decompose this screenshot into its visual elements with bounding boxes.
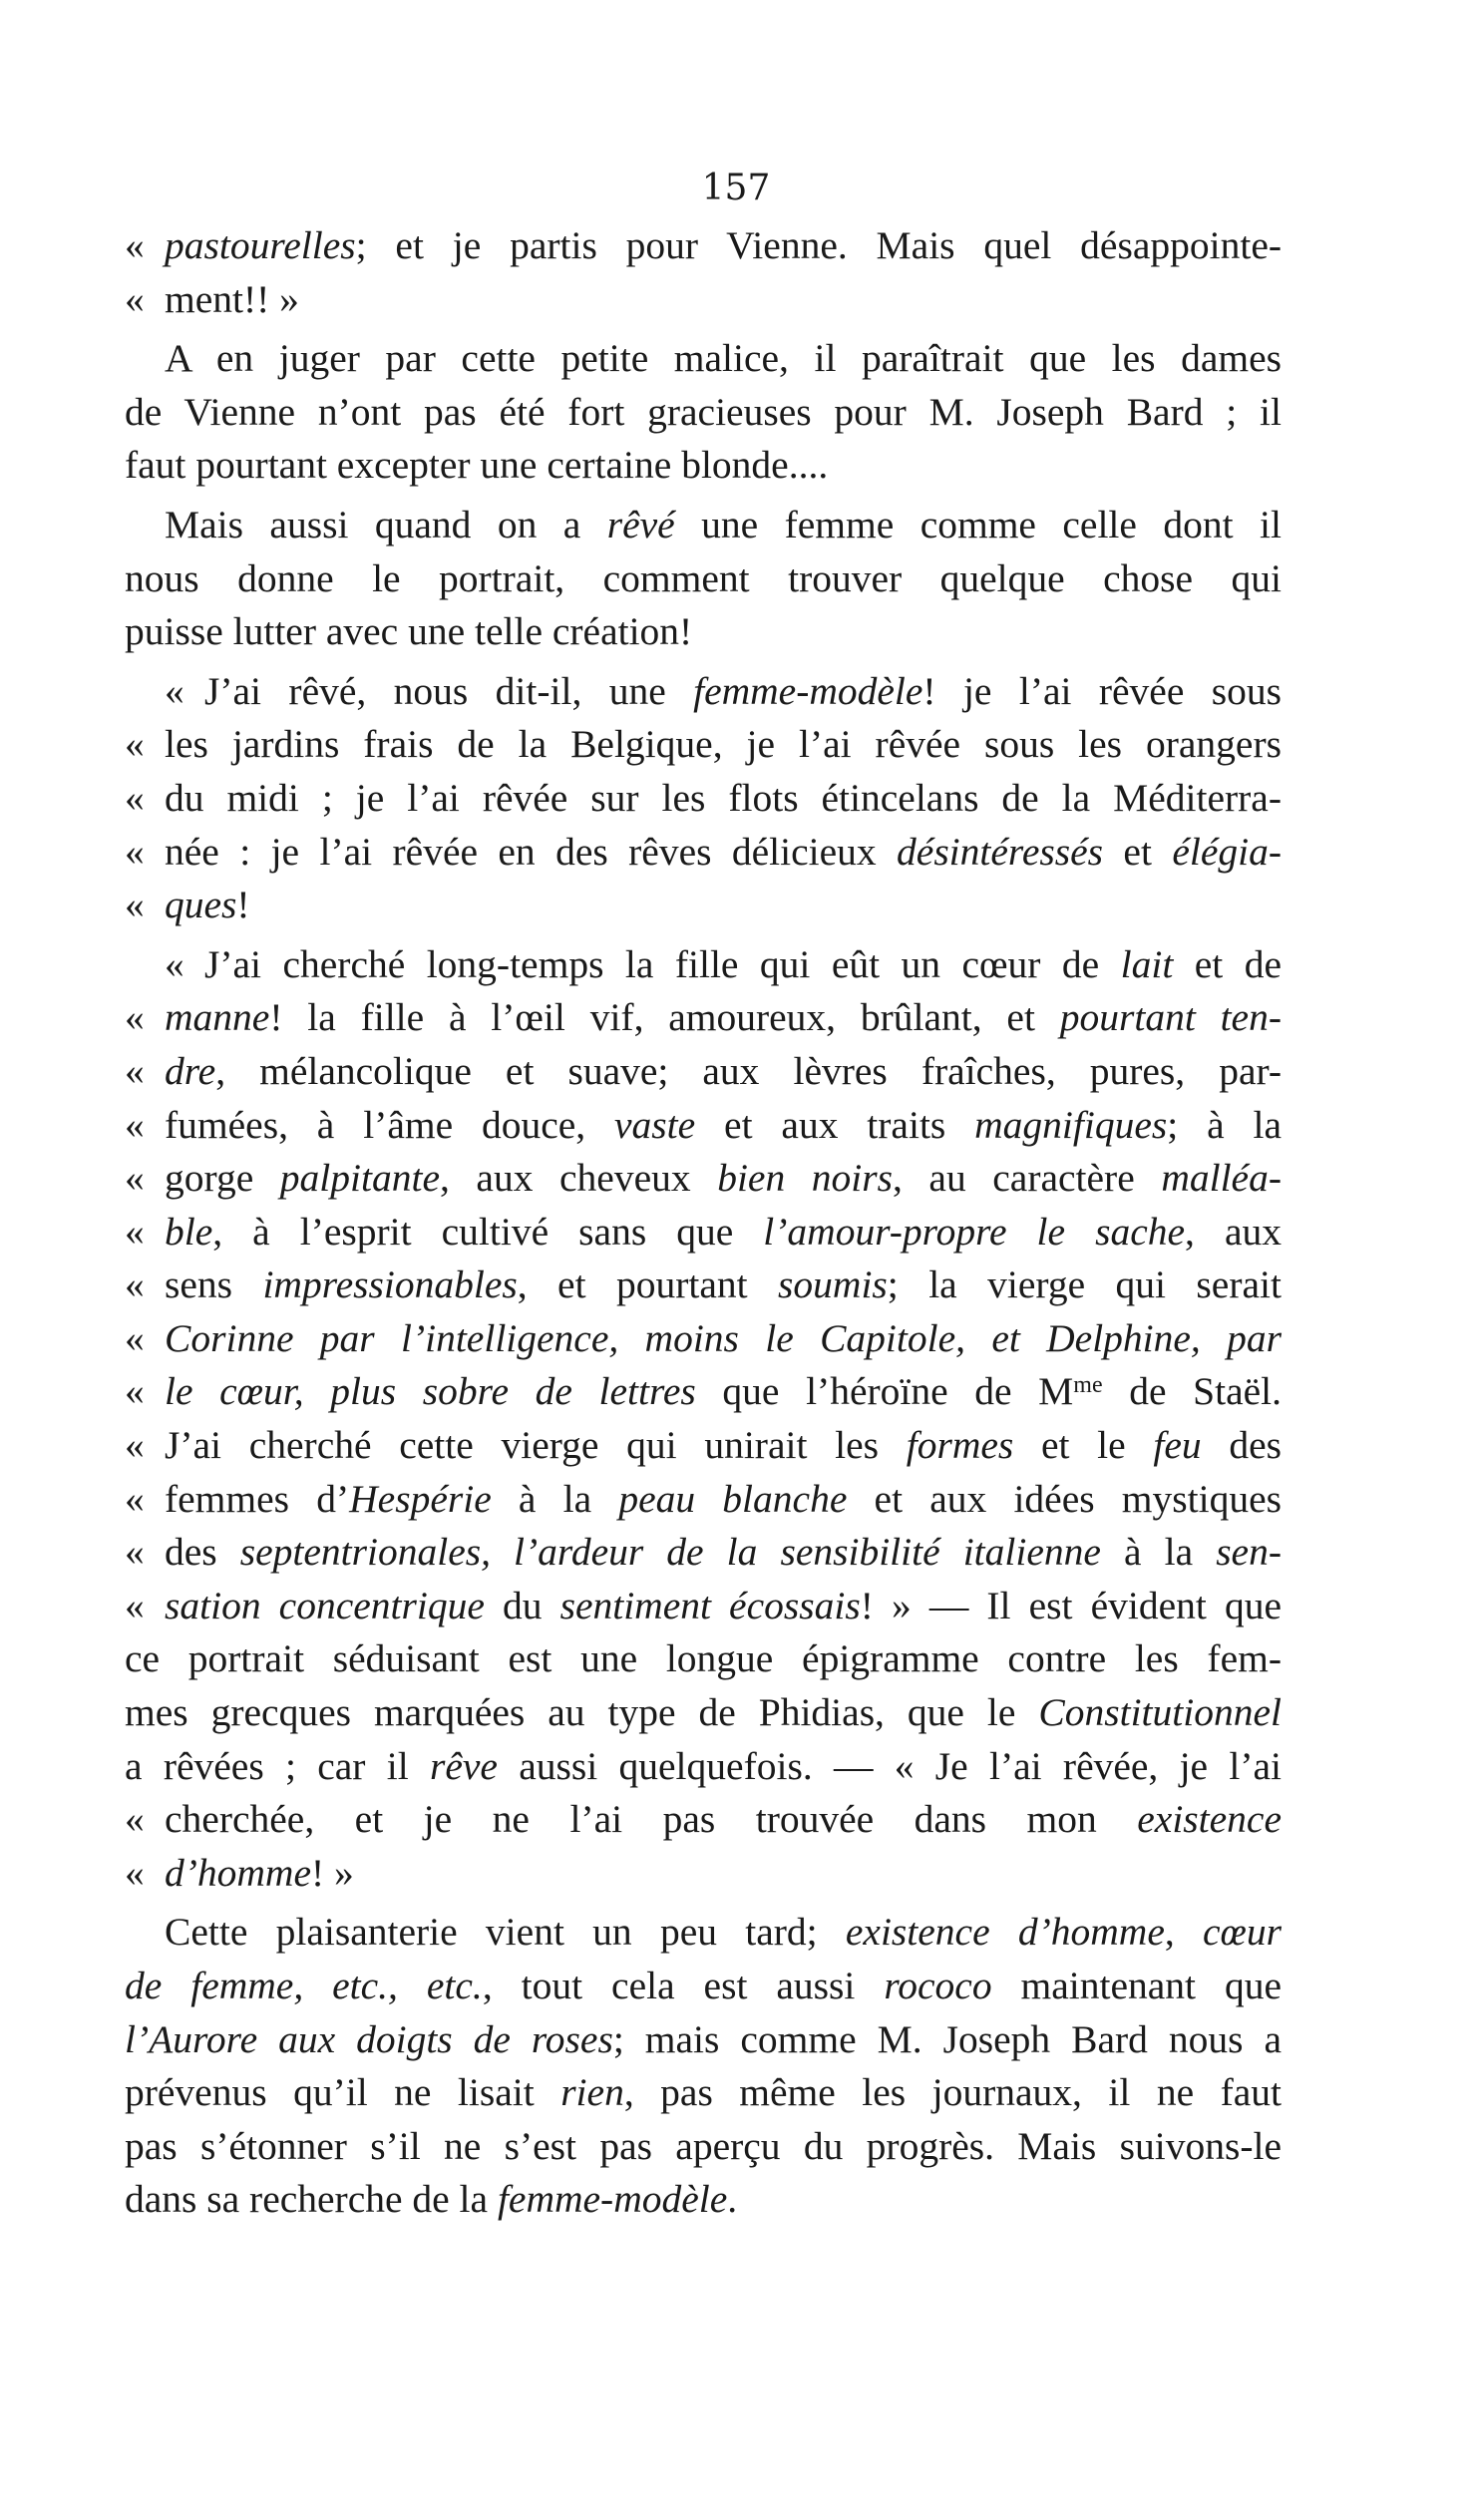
text-segment: , aux cheveux (439, 1156, 718, 1201)
text-line (125, 1740, 1282, 1794)
quote-mark: « (165, 941, 184, 986)
text-segment: que l’héroïne de M (695, 1369, 1074, 1414)
quote-mark: « (125, 1476, 145, 1521)
italic-text: peau blanche (618, 1476, 848, 1521)
text-segment: dans sa recherche de la (125, 2177, 498, 2222)
text-segment: ; à la (1167, 1102, 1282, 1147)
text-line (125, 1793, 1282, 1847)
text-segment: , pas même les journaux, il ne faut (623, 2070, 1282, 2115)
quote-mark: « (125, 775, 145, 820)
italic-text: dre (165, 1048, 216, 1093)
text-line (125, 1099, 1282, 1153)
italic-text: impressionables (262, 1262, 518, 1307)
text-segment: ce portrait séduisant est une longue épigramme contre les fem- (125, 1636, 1282, 1681)
text-line (125, 273, 1282, 327)
italic-text: magnifiques (974, 1102, 1168, 1147)
text-segment: , tout cela est aussi (482, 1964, 885, 2007)
text-line (125, 2013, 1282, 2067)
quote-mark: « (125, 829, 145, 874)
text-segment: aussi quelquefois. — « Je l’ai rêvée, je l’ai (497, 1743, 1283, 1788)
quote-mark: « (125, 1583, 145, 1627)
text-segment: Cette plaisanterie vient un peu tard; (165, 1910, 846, 1955)
text-segment: des (1201, 1423, 1282, 1468)
text-line (125, 499, 1282, 552)
text-segment: et le (1013, 1423, 1154, 1468)
italic-text: femme-modèle (497, 2177, 728, 2222)
text-segment: , aux (1185, 1209, 1282, 1254)
text-segment: et aux traits (695, 1102, 975, 1147)
text-segment: J’ai cherché long-temps la fille qui eût un cœur de (204, 941, 1121, 986)
text-segment: mes grecques marquées au type de Phidias, que le (125, 1690, 1039, 1735)
text-segment: ; et je partis pour Vienne. Mais quel désappointe- (355, 223, 1282, 267)
text-segment: à la (1100, 1530, 1217, 1575)
text-segment: J’ai rêvé, nous dit-il, une (204, 668, 694, 713)
text-line (125, 439, 1282, 493)
quote-mark: « (125, 995, 145, 1040)
text-segment: , mélancolique et suave; aux lèvres fraîches, pures, par- (215, 1048, 1282, 1093)
text-segment: , (1164, 1910, 1204, 1955)
text-segment: du (484, 1583, 560, 1627)
text-segment: née : je l’ai rêvée en des rêves délicieux (165, 829, 898, 874)
text-segment: ! » — Il est évident que (860, 1583, 1282, 1627)
italic-text: rococo (884, 1964, 992, 2007)
text-segment: et de (1173, 941, 1282, 986)
italic-text: soumis (778, 1262, 888, 1307)
text-segment: sens (165, 1262, 263, 1307)
italic-text: vaste (614, 1102, 696, 1147)
italic-text: rêvé (606, 502, 675, 546)
italic-text: élégia- (1172, 829, 1282, 874)
text-segment: des (165, 1530, 240, 1575)
italic-text: de femme, etc., etc. (125, 1964, 483, 2007)
italic-text: pastourelles (165, 223, 356, 267)
italic-text: le cœur, plus sobre de lettres (165, 1369, 696, 1414)
italic-text: Constitutionnel (1038, 1690, 1282, 1735)
quote-mark: « (125, 1048, 145, 1093)
text-line (125, 665, 1282, 719)
text-line (125, 1045, 1282, 1099)
text-line (125, 879, 1282, 932)
quote-mark: « (125, 1530, 145, 1575)
italic-text: rien (560, 2070, 624, 2115)
quote-mark: « (165, 668, 184, 713)
text-line (125, 1686, 1282, 1740)
italic-text: ques (165, 883, 237, 927)
italic-text: lait (1120, 941, 1174, 986)
text-segment: Mais aussi quand on a (165, 502, 607, 546)
italic-text: femme-modèle (693, 668, 923, 713)
body-text (125, 219, 1282, 2227)
text-line (125, 2120, 1282, 2174)
quote-mark: « (125, 722, 145, 767)
text-segment: , à l’esprit cultivé sans que (212, 1209, 764, 1254)
text-segment: ; la vierge qui serait (887, 1262, 1282, 1307)
text-line (125, 938, 1282, 992)
text-segment: prévenus qu’il ne lisait (125, 2070, 561, 2115)
quote-mark: « (125, 1156, 145, 1201)
text-segment: du midi ; je l’ai rêvée sur les flots étincelans de la Méditerra- (165, 775, 1282, 820)
text-segment: faut pourtant excepter une certaine blonde.... (125, 443, 829, 488)
text-segment: me (1073, 1372, 1103, 1399)
italic-text: l’amour-propre le sache (763, 1209, 1186, 1254)
italic-text: Hespérie (349, 1476, 492, 1521)
text-segment: ! » (311, 1850, 354, 1895)
text-segment: à la (491, 1476, 619, 1521)
quote-mark: « (125, 1423, 145, 1468)
italic-text: malléa- (1161, 1156, 1282, 1201)
text-segment: de Staël. (1102, 1369, 1282, 1414)
italic-text: bien noirs (717, 1156, 893, 1201)
text-line (125, 1847, 1282, 1901)
italic-text: septentrionales, l’ardeur de la sensibilité italienne (239, 1530, 1101, 1575)
quote-mark: « (125, 1315, 145, 1360)
text-segment: ; mais comme M. Joseph Bard nous a (612, 2016, 1282, 2061)
text-segment: gorge (165, 1156, 280, 1201)
text-segment: a rêvées ; car il (125, 1743, 430, 1788)
text-line (125, 1960, 1282, 2013)
italic-text: palpitante (279, 1156, 440, 1201)
text-line (125, 991, 1282, 1045)
text-line (125, 605, 1282, 659)
text-segment: et (1103, 829, 1173, 874)
italic-text: désintéressés (897, 829, 1104, 874)
italic-text: pourtant ten- (1059, 995, 1282, 1040)
text-line (125, 1526, 1282, 1580)
text-segment: ! (236, 883, 250, 927)
italic-text: sentiment écossais (559, 1583, 861, 1627)
text-segment: maintenant que (991, 1964, 1283, 2007)
text-line (125, 552, 1282, 606)
text-segment: et aux idées mystiques (847, 1476, 1282, 1521)
text-line (125, 718, 1282, 772)
quote-mark: « (125, 1797, 145, 1842)
text-line (125, 1906, 1282, 1960)
text-segment: de Vienne n’ont pas été fort gracieuses pour M. Joseph Bard ; il (125, 389, 1282, 434)
italic-text: l’Aurore aux doigts de roses (125, 2016, 613, 2061)
text-segment: ! la fille à l’œil vif, amoureux, brûlant, et (269, 995, 1060, 1040)
text-segment: . (727, 2177, 738, 2222)
text-line (125, 1365, 1282, 1419)
text-line (125, 332, 1282, 386)
italic-text: rêve (429, 1743, 498, 1788)
italic-text: d’homme (165, 1850, 311, 1895)
text-line (125, 1473, 1282, 1527)
text-segment: ! je l’ai rêvée sous (922, 668, 1282, 713)
quote-mark: « (125, 1369, 145, 1414)
quote-mark: « (125, 1102, 145, 1147)
text-line (125, 1632, 1282, 1686)
text-line (125, 1419, 1282, 1473)
quote-mark: « (125, 1850, 145, 1895)
italic-text: sation concentrique (165, 1583, 485, 1627)
text-segment: ment!! » (165, 276, 299, 321)
text-line (125, 1312, 1282, 1366)
text-segment: femmes d’ (165, 1476, 350, 1521)
italic-text: sen- (1216, 1530, 1282, 1575)
italic-text: existence (1137, 1797, 1282, 1842)
text-line (125, 219, 1282, 273)
italic-text: ble (165, 1209, 213, 1254)
text-segment: les jardins frais de la Belgique, je l’ai rêvée sous les orangers (165, 722, 1282, 767)
italic-text: Corinne par l’intelligence, moins le Capitole, et Delphine, par (165, 1315, 1282, 1360)
quote-mark: « (125, 1262, 145, 1307)
text-line (125, 1259, 1282, 1312)
italic-text: manne (165, 995, 270, 1040)
text-line (125, 1206, 1282, 1260)
text-line (125, 1152, 1282, 1206)
italic-text: feu (1153, 1423, 1202, 1468)
text-segment: , au caractère (892, 1156, 1162, 1201)
text-line (125, 386, 1282, 440)
quote-mark: « (125, 1209, 145, 1254)
text-segment: cherchée, et je ne l’ai pas trouvée dans mon (165, 1797, 1138, 1842)
text-segment: , et pourtant (517, 1262, 779, 1307)
quote-mark: « (125, 883, 145, 927)
text-segment: fumées, à l’âme douce, (165, 1102, 615, 1147)
text-line (125, 2066, 1282, 2120)
page-number: 157 (701, 168, 771, 208)
italic-text: cœur (1203, 1910, 1283, 1955)
text-segment: pas s’étonner s’il ne s’est pas aperçu du progrès. Mais suivons-le (125, 2123, 1282, 2168)
quote-mark: « (125, 223, 145, 267)
text-line (125, 826, 1282, 880)
italic-text: formes (906, 1423, 1014, 1468)
text-segment: A en juger par cette petite malice, il paraîtrait que les dames (165, 336, 1282, 381)
text-line (125, 1580, 1282, 1633)
text-segment: nous donne le portrait, comment trouver quelque chose qui (125, 555, 1282, 600)
text-line (125, 772, 1282, 826)
quote-mark: « (125, 276, 145, 321)
text-segment: une femme comme celle dont il (674, 502, 1282, 546)
text-segment: puisse lutter avec une telle création! (125, 609, 693, 654)
text-segment: J’ai cherché cette vierge qui unirait les (165, 1423, 907, 1468)
text-line (125, 2173, 1282, 2227)
italic-text: existence d’homme (845, 1910, 1165, 1955)
